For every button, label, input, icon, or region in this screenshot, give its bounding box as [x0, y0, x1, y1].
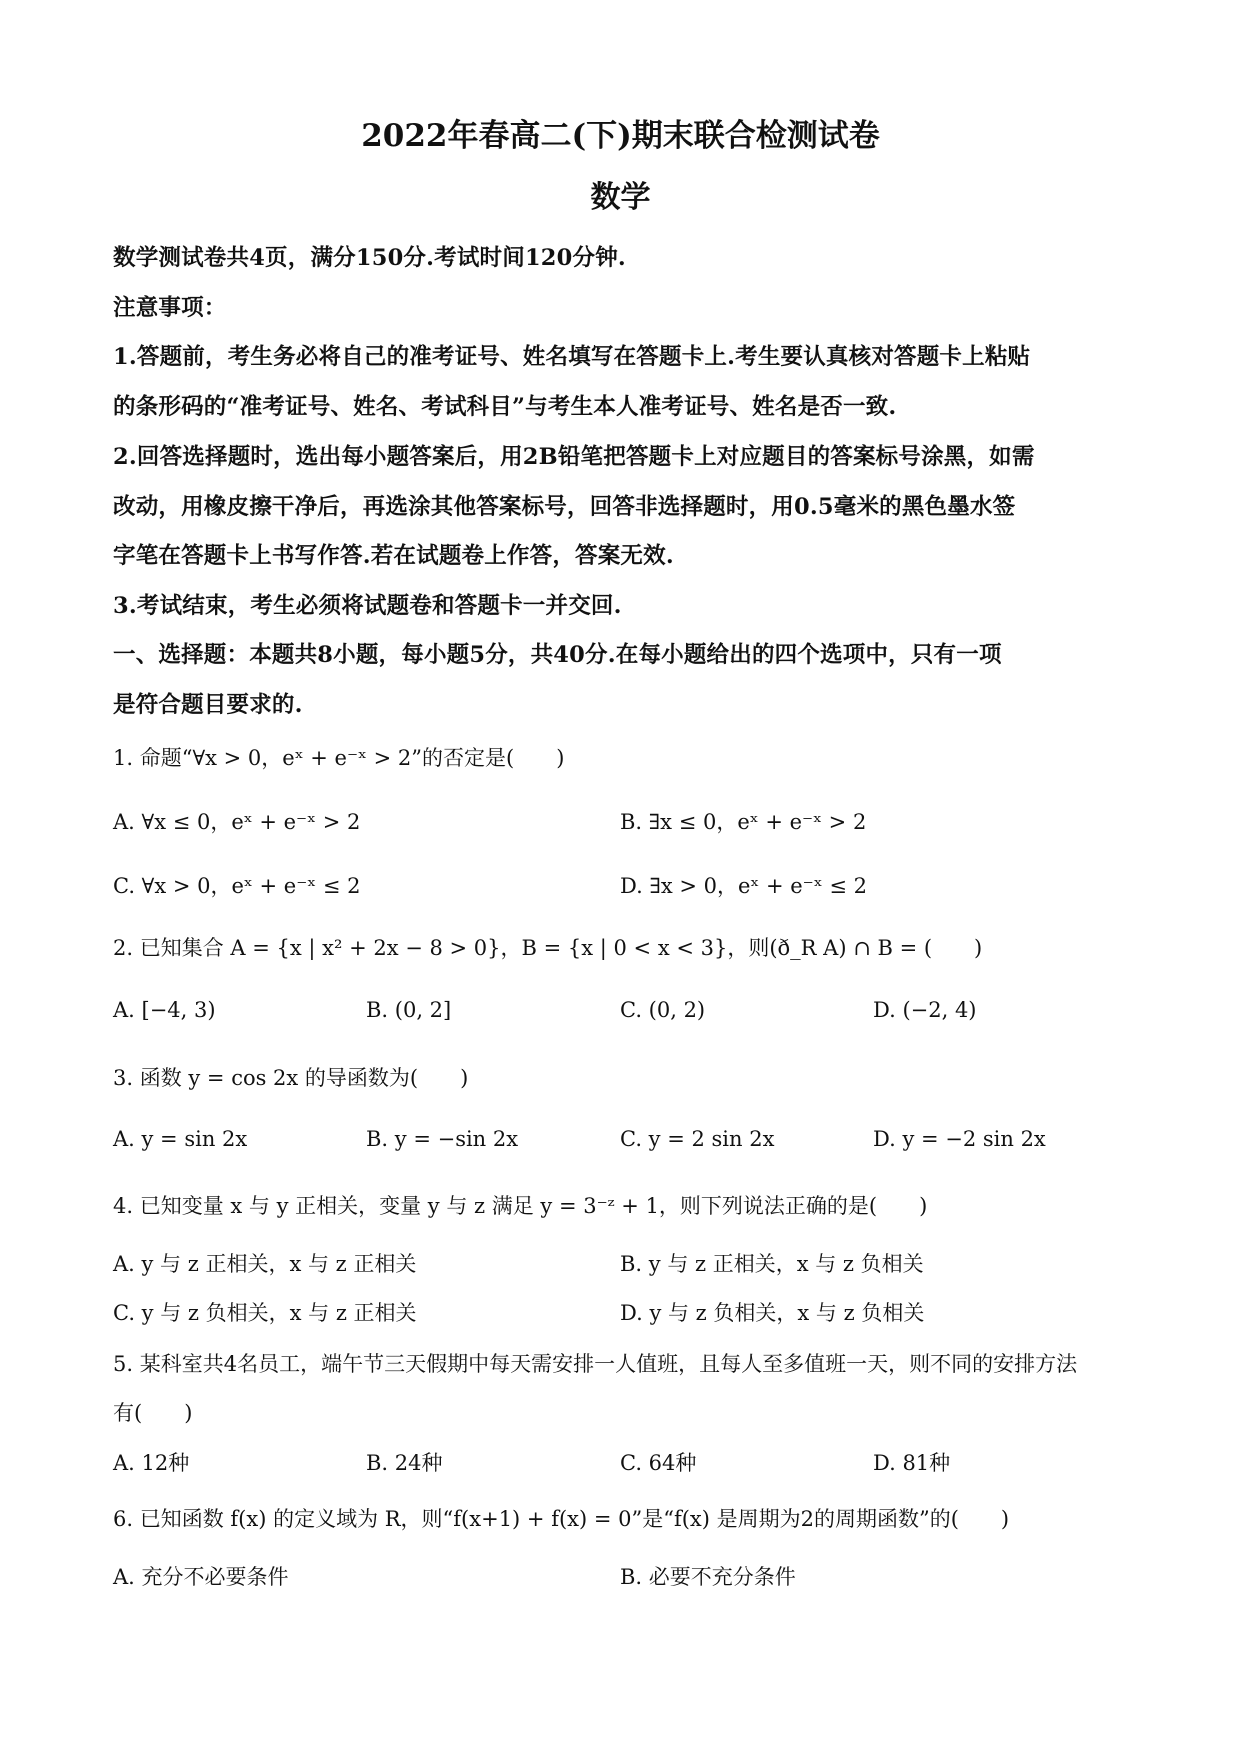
question-2-option-a: A. [−4, 3) — [113, 998, 216, 1022]
question-1-option-c: C. ∀x > 0，eˣ + e⁻ˣ ≤ 2 — [113, 874, 361, 898]
section-heading-line-1: 一、选择题：本题共8小题，每小题5分，共40分.在每小题给出的四个选项中，只有一项 — [113, 642, 1002, 668]
question-5-option-d: D. 81种 — [873, 1451, 951, 1475]
question-4-stem: 4. 已知变量 x 与 y 正相关，变量 y 与 z 满足 y = 3⁻ᶻ + 1，则下列说法正确的是( ) — [113, 1194, 928, 1218]
section-heading-line-2: 是符合题目要求的. — [113, 692, 303, 718]
question-6-option-a: A. 充分不必要条件 — [113, 1565, 289, 1589]
question-4-option-a: A. y 与 z 正相关，x 与 z 正相关 — [113, 1252, 417, 1276]
question-2-option-d: D. (−2, 4) — [873, 998, 977, 1022]
notice-item-3: 3.考试结束，考生必须将试题卷和答题卡一并交回. — [113, 593, 622, 619]
question-3-stem: 3. 函数 y = cos 2x 的导函数为( ) — [113, 1066, 469, 1090]
question-5-option-b: B. 24种 — [366, 1451, 443, 1475]
exam-title: 2022年春高二(下)期末联合检测试卷 — [361, 118, 880, 154]
question-3-option-a: A. y = sin 2x — [113, 1127, 248, 1151]
subject-title: 数学 — [590, 180, 651, 215]
notice-item-1-line-1: 1.答题前，考生务必将自己的准考证号、姓名填写在答题卡上.考生要认真核对答题卡上粘贴 — [113, 344, 1031, 370]
question-6-stem: 6. 已知函数 f(x) 的定义域为 R，则“f(x+1) + f(x) = 0”是“f(x) 是周期为2的周期函数”的( ) — [113, 1507, 1010, 1531]
question-3-option-d: D. y = −2 sin 2x — [873, 1127, 1046, 1151]
question-1-stem: 1. 命题“∀x > 0，eˣ + e⁻ˣ > 2”的否定是( ) — [113, 746, 565, 770]
question-2-option-c: C. (0, 2) — [620, 998, 706, 1022]
notice-item-2-line-2: 改动，用橡皮擦干净后，再选涂其他答案标号，回答非选择题时，用0.5毫米的黑色墨水签 — [113, 494, 1016, 520]
question-4-option-d: D. y 与 z 负相关，x 与 z 负相关 — [620, 1301, 925, 1325]
exam-summary: 数学测试卷共4页，满分150分.考试时间120分钟. — [113, 245, 626, 271]
question-6-option-b: B. 必要不充分条件 — [620, 1565, 796, 1589]
notice-heading: 注意事项： — [113, 295, 227, 321]
question-3-option-b: B. y = −sin 2x — [366, 1127, 519, 1151]
question-1-option-b: B. ∃x ≤ 0，eˣ + e⁻ˣ > 2 — [620, 810, 867, 834]
question-1-option-d: D. ∃x > 0，eˣ + e⁻ˣ ≤ 2 — [620, 874, 867, 898]
question-4-option-b: B. y 与 z 正相关，x 与 z 负相关 — [620, 1252, 924, 1276]
question-5-stem-line-2: 有( ) — [113, 1401, 193, 1425]
question-2-stem: 2. 已知集合 A = {x | x² + 2x − 8 > 0}，B = {x | 0 < x < 3}，则(ð_R A) ∩ B = ( ) — [113, 936, 983, 960]
question-1-option-a: A. ∀x ≤ 0，eˣ + e⁻ˣ > 2 — [113, 810, 361, 834]
question-4-option-c: C. y 与 z 负相关，x 与 z 正相关 — [113, 1301, 417, 1325]
notice-item-2-line-1: 2.回答选择题时，选出每小题答案后，用2B铅笔把答题卡上对应题目的答案标号涂黑，如需 — [113, 444, 1035, 470]
question-3-option-c: C. y = 2 sin 2x — [620, 1127, 775, 1151]
notice-item-2-line-3: 字笔在答题卡上书写作答.若在试题卷上作答，答案无效. — [113, 543, 674, 569]
question-5-option-c: C. 64种 — [620, 1451, 697, 1475]
question-5-option-a: A. 12种 — [113, 1451, 190, 1475]
notice-item-1-line-2: 的条形码的“准考证号、姓名、考试科目”与考生本人准考证号、姓名是否一致. — [113, 394, 897, 420]
question-2-option-b: B. (0, 2] — [366, 998, 452, 1022]
question-5-stem-line-1: 5. 某科室共4名员工，端午节三天假期中每天需安排一人值班，且每人至多值班一天，则不同的安排方法 — [113, 1352, 1078, 1376]
